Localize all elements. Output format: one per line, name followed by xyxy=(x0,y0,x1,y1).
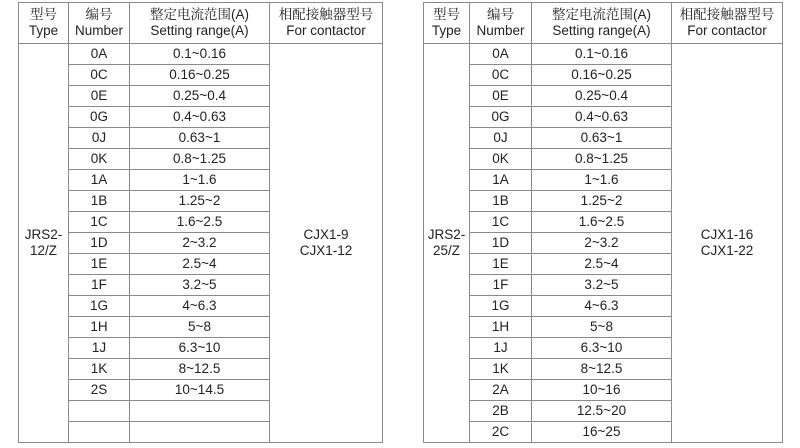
number-cell: 0A xyxy=(69,44,130,65)
setting-range-cell: 0.25~0.4 xyxy=(130,86,270,107)
number-cell: 1E xyxy=(470,254,532,275)
number-cell: 0G xyxy=(69,107,130,128)
type-cell: JRS2- 25/Z xyxy=(424,44,470,443)
number-cell: 0K xyxy=(470,149,532,170)
setting-range-cell: 1.6~2.5 xyxy=(130,212,270,233)
number-cell: 1B xyxy=(470,191,532,212)
number-cell: 0A xyxy=(470,44,532,65)
number-cell: 1A xyxy=(470,170,532,191)
number-cell: 1A xyxy=(69,170,130,191)
setting-range-cell: 2~3.2 xyxy=(532,233,672,254)
number-cell: 1D xyxy=(470,233,532,254)
number-cell: 1C xyxy=(69,212,130,233)
number-cell: 0K xyxy=(69,149,130,170)
setting-range-header: 整定电流范围(A) Setting range(A) xyxy=(532,3,672,44)
number-cell: 0G xyxy=(470,107,532,128)
number-cell: 1D xyxy=(69,233,130,254)
setting-range-cell: 0.4~0.63 xyxy=(532,107,672,128)
setting-range-cell: 2~3.2 xyxy=(130,233,270,254)
number-cell: 1F xyxy=(69,275,130,296)
setting-range-cell: 0.1~0.16 xyxy=(532,44,672,65)
contactor-cell: CJX1-16 CJX1-22 xyxy=(672,44,783,443)
setting-range-cell: 3.2~5 xyxy=(532,275,672,296)
number-cell: 1E xyxy=(69,254,130,275)
setting-range-cell: 0.16~0.25 xyxy=(532,65,672,86)
setting-range-cell: 4~6.3 xyxy=(532,296,672,317)
setting-range-cell: 16~25 xyxy=(532,422,672,443)
header-row xyxy=(424,3,783,44)
number-cell: 1J xyxy=(69,338,130,359)
setting-range-cell: 2.5~4 xyxy=(532,254,672,275)
number-header: 编号 Number xyxy=(470,3,532,44)
number-cell: 0J xyxy=(69,128,130,149)
setting-range-cell: 1~1.6 xyxy=(130,170,270,191)
setting-range-cell: 4~6.3 xyxy=(130,296,270,317)
setting-range-cell xyxy=(130,422,270,443)
number-cell: 1F xyxy=(470,275,532,296)
setting-range-cell: 0.8~1.25 xyxy=(532,149,672,170)
number-cell: 1G xyxy=(69,296,130,317)
header-row xyxy=(19,3,383,44)
type-header: 型号 Type xyxy=(19,3,69,44)
setting-range-cell: 0.8~1.25 xyxy=(130,149,270,170)
setting-range-cell: 10~14.5 xyxy=(130,380,270,401)
setting-range-header: 整定电流范围(A) Setting range(A) xyxy=(130,3,270,44)
number-cell: 1H xyxy=(69,317,130,338)
number-cell: 2C xyxy=(470,422,532,443)
number-cell: 0C xyxy=(470,65,532,86)
setting-range-cell: 1.25~2 xyxy=(130,191,270,212)
number-cell: 1J xyxy=(470,338,532,359)
setting-range-cell: 1~1.6 xyxy=(532,170,672,191)
setting-range-cell: 0.1~0.16 xyxy=(130,44,270,65)
number-cell: 0J xyxy=(470,128,532,149)
number-cell: 1B xyxy=(69,191,130,212)
setting-range-cell: 0.25~0.4 xyxy=(532,86,672,107)
number-cell: 0C xyxy=(69,65,130,86)
number-cell: 0E xyxy=(69,86,130,107)
number-cell: 2A xyxy=(470,380,532,401)
table-row xyxy=(424,44,783,65)
contactor-header: 相配接触器型号 For contactor xyxy=(672,3,783,44)
number-header: 编号 Number xyxy=(69,3,130,44)
number-cell: 1C xyxy=(470,212,532,233)
type-cell: JRS2- 12/Z xyxy=(19,44,69,443)
table-row xyxy=(19,44,383,65)
setting-range-cell: 8~12.5 xyxy=(130,359,270,380)
setting-range-cell: 6.3~10 xyxy=(130,338,270,359)
contactor-header: 相配接触器型号 For contactor xyxy=(270,3,383,44)
number-cell: 1K xyxy=(69,359,130,380)
number-cell xyxy=(69,401,130,422)
contactor-cell: CJX1-9 CJX1-12 xyxy=(270,44,383,443)
setting-range-cell: 12.5~20 xyxy=(532,401,672,422)
number-cell: 1G xyxy=(470,296,532,317)
number-cell: 1K xyxy=(470,359,532,380)
number-cell: 2S xyxy=(69,380,130,401)
number-cell: 1H xyxy=(470,317,532,338)
spec-table-jrs2-25z xyxy=(423,2,783,443)
setting-range-cell: 1.25~2 xyxy=(532,191,672,212)
setting-range-cell: 10~16 xyxy=(532,380,672,401)
spec-table-jrs2-12z xyxy=(18,2,383,443)
setting-range-cell: 0.63~1 xyxy=(532,128,672,149)
setting-range-cell: 2.5~4 xyxy=(130,254,270,275)
setting-range-cell: 0.4~0.63 xyxy=(130,107,270,128)
setting-range-cell: 1.6~2.5 xyxy=(532,212,672,233)
setting-range-cell: 5~8 xyxy=(130,317,270,338)
setting-range-cell: 5~8 xyxy=(532,317,672,338)
setting-range-cell: 0.63~1 xyxy=(130,128,270,149)
setting-range-cell: 6.3~10 xyxy=(532,338,672,359)
type-header: 型号 Type xyxy=(424,3,470,44)
setting-range-cell: 8~12.5 xyxy=(532,359,672,380)
number-cell xyxy=(69,422,130,443)
number-cell: 0E xyxy=(470,86,532,107)
number-cell: 2B xyxy=(470,401,532,422)
setting-range-cell: 0.16~0.25 xyxy=(130,65,270,86)
setting-range-cell xyxy=(130,401,270,422)
setting-range-cell: 3.2~5 xyxy=(130,275,270,296)
